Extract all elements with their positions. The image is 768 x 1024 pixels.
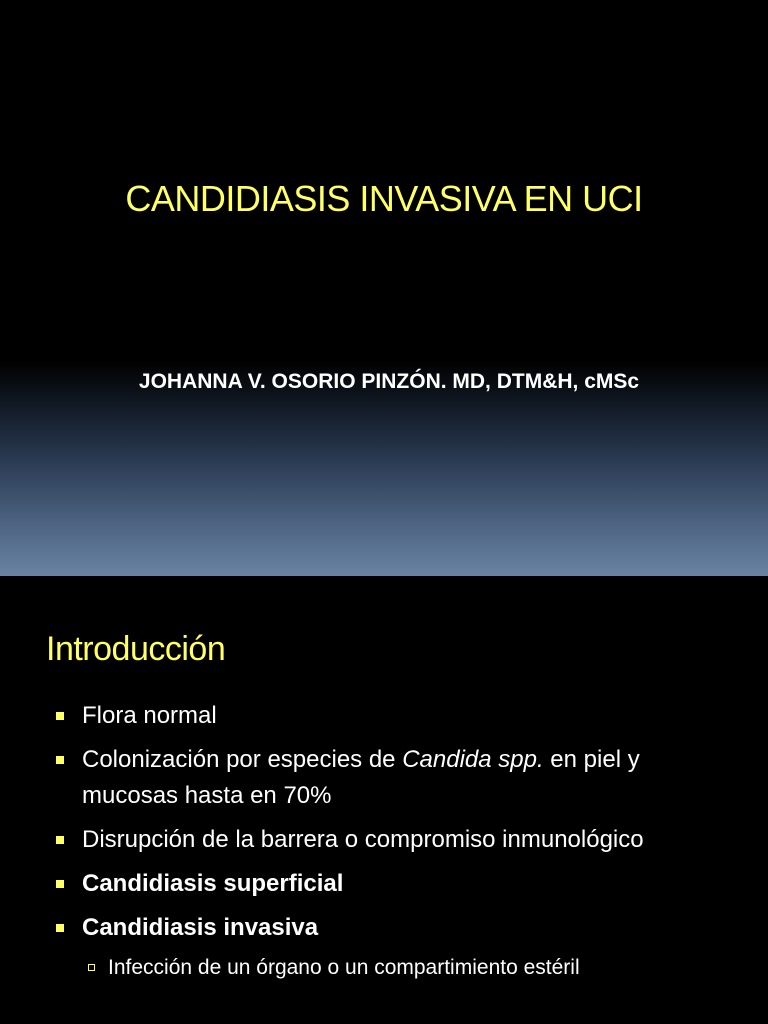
bullet-text: Candidiasis superficial (82, 870, 344, 897)
square-bullet-icon (56, 756, 64, 764)
slide-title: CANDIDIASIS INVASIVA EN UCI (125, 178, 643, 219)
square-bullet-icon (56, 712, 64, 720)
sub-bullet-text: Infección de un órgano o un compartimiento estéril (108, 956, 580, 979)
bullet-item (56, 910, 736, 946)
bullet-item (56, 866, 736, 902)
sub-bullet-item (56, 952, 736, 984)
bullet-text-prefix: Colonización por especies de (82, 746, 403, 773)
hollow-square-bullet-icon (88, 964, 95, 971)
bullet-text-italic: Candida spp. (402, 746, 544, 773)
bullet-text: Disrupción de la barrera o compromiso inmunológico (82, 826, 644, 853)
intro-slide (0, 576, 768, 1024)
square-bullet-icon (56, 880, 64, 888)
square-bullet-icon (56, 836, 64, 844)
bullet-item (56, 698, 736, 734)
bullet-text-suffix: en piel y mucosas hasta en 70% (82, 746, 640, 809)
bullet-text: Flora normal (82, 702, 217, 729)
intro-title: Introducción (46, 630, 226, 668)
bullet-item (56, 822, 736, 858)
author-line: JOHANNA V. OSORIO PINZÓN. MD, DTM&H, cMSc (138, 370, 640, 393)
bullet-list (56, 698, 736, 984)
bullet-text: Candidiasis invasiva (82, 914, 319, 941)
square-bullet-icon (56, 924, 64, 932)
bullet-item (56, 742, 736, 814)
